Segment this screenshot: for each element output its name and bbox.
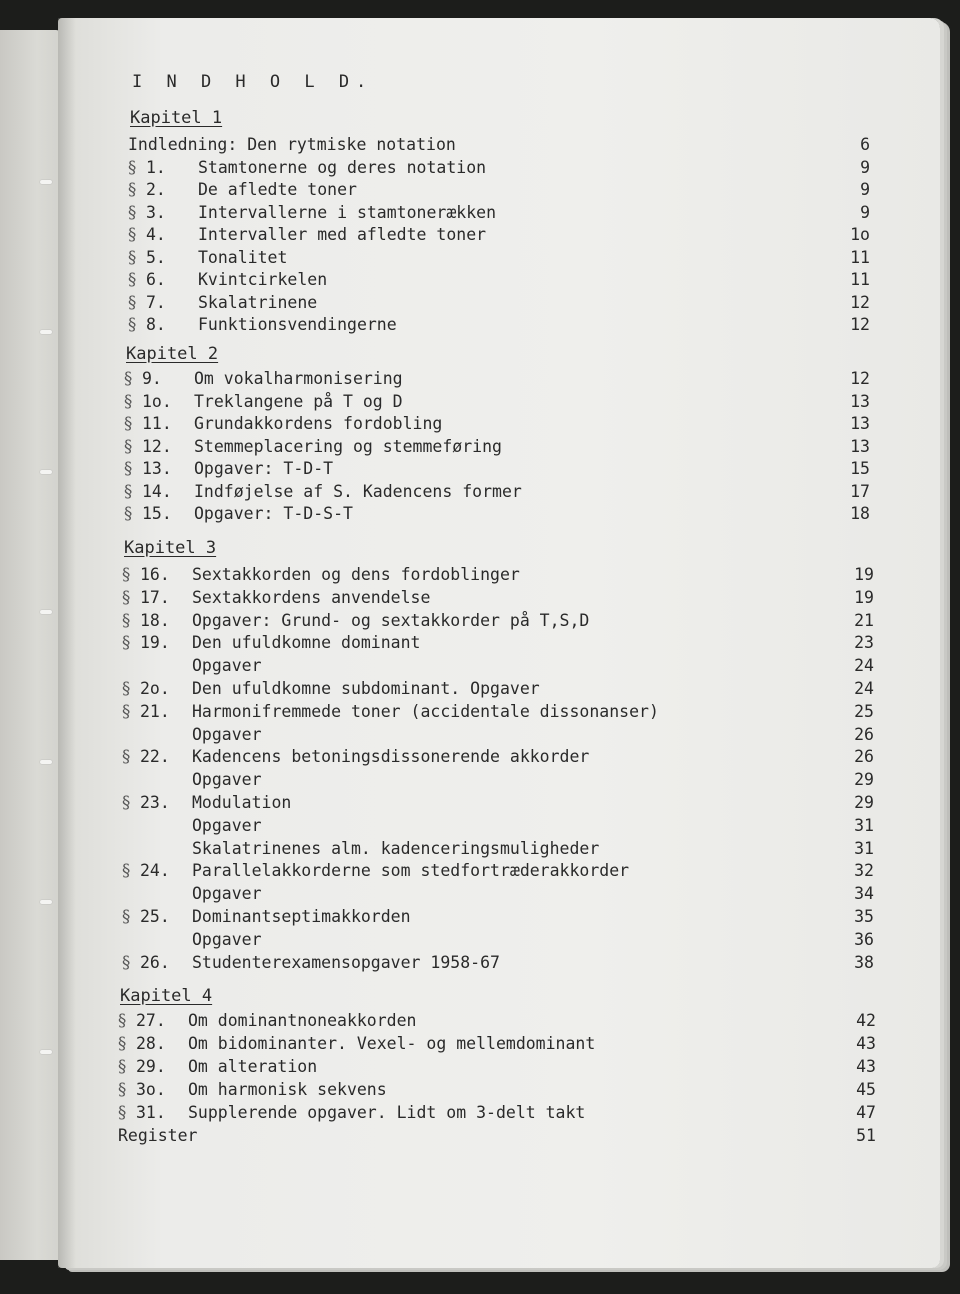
page-number: 24 [854, 679, 874, 698]
toc-entry [122, 883, 874, 905]
page-number: 32 [854, 861, 874, 881]
dot-leader [536, 292, 820, 314]
dot-leader [603, 746, 824, 768]
page-number: 51 [856, 1126, 876, 1145]
entry-title: Stemmeplacering og stemmeføring [194, 436, 502, 456]
entry-title: Studenterexamensopgaver 1958-67 [192, 952, 500, 972]
section-sign: § [118, 1011, 127, 1030]
entry-title: Dominantseptimakkorden [192, 907, 411, 926]
chapter-heading: Kapitel 1 [130, 108, 223, 128]
page-number: 36 [854, 929, 874, 949]
section-sign: § [128, 315, 137, 334]
toc-entry [122, 860, 874, 882]
entry-title: Om vokalharmonisering [194, 369, 403, 388]
section-number: 15. [142, 504, 172, 523]
entry-title: Opgaver: Grund- og sextakkorder på T,S,D [192, 610, 590, 630]
entry-title: Opgaver: T-D-T [194, 459, 334, 478]
dot-leader [536, 1079, 826, 1101]
dot-leader [554, 678, 824, 700]
entry-title: Register [118, 1126, 198, 1145]
page-number: 19 [854, 565, 874, 584]
dot-leader [536, 792, 824, 814]
chapter-heading: Kapitel 3 [124, 538, 217, 558]
dot-leader [536, 157, 830, 179]
entry-title: Om dominantnoneakkorden [188, 1011, 417, 1030]
toc-entry [124, 436, 870, 458]
toc-entry [122, 929, 874, 951]
toc-entry [124, 481, 870, 503]
entry-title: Intervaller med afledte toner [198, 225, 487, 244]
dot-leader [603, 610, 824, 632]
dot-leader [536, 1125, 826, 1147]
toc-entry [124, 503, 870, 525]
section-number: 28. [136, 1034, 166, 1053]
entry-title: Opgaver [192, 656, 262, 676]
dot-leader [536, 1010, 826, 1032]
entry-title: Opgaver [192, 929, 262, 949]
entry-title: Tonalitet [198, 247, 288, 267]
section-sign: § [124, 504, 133, 523]
entry-title: Om bidominanter. Vexel- og mellemdominant [188, 1034, 596, 1053]
section-sign: § [128, 157, 137, 177]
section-number: 3o. [136, 1080, 166, 1099]
toc-entry [122, 769, 874, 791]
toc-entry [124, 458, 870, 480]
section-sign: § [128, 202, 137, 222]
entry-title: Opgaver [192, 724, 262, 744]
toc-entry [122, 678, 874, 700]
section-number: 5. [146, 247, 166, 267]
entry-title: Skalatrinenes alm. kadenceringsmuligheder [192, 838, 600, 858]
section-sign: § [124, 481, 133, 501]
entry-title: Sextakkorden og dens fordoblinger [192, 565, 520, 584]
page-number: 17 [850, 481, 870, 501]
toc-entry [124, 413, 870, 435]
entry-title: Harmonifremmede toner (accidentale dissonanser) [192, 701, 659, 721]
page-number: 24 [854, 656, 874, 676]
dot-leader [613, 838, 824, 860]
section-number: 1o. [142, 391, 172, 411]
page-number: 43 [856, 1034, 876, 1053]
dot-leader [536, 1056, 826, 1078]
page-number: 11 [850, 247, 870, 267]
page-number: 35 [854, 907, 874, 926]
entry-title: Skalatrinene [198, 292, 318, 312]
entry-title: Opgaver [192, 770, 262, 790]
section-number: 18. [140, 610, 170, 630]
section-number: 16. [140, 565, 170, 584]
page-number: 23 [854, 633, 874, 653]
dot-leader [536, 769, 824, 791]
page-number: 31 [854, 838, 874, 858]
toc-entry [122, 587, 874, 609]
entry-title: Stamtonerne og deres notation [198, 157, 487, 177]
dot-leader [536, 883, 824, 905]
section-sign: § [128, 292, 137, 312]
dot-leader [536, 368, 820, 390]
section-number: 2o. [140, 679, 170, 698]
dot-leader [536, 413, 820, 435]
entry-title: Indledning: Den rytmiske notation [128, 135, 456, 154]
toc-entry [128, 224, 870, 246]
page-number: 42 [856, 1011, 876, 1030]
toc-entry [118, 1102, 876, 1124]
section-sign: § [122, 861, 131, 881]
entry-title: Opgaver: T-D-S-T [194, 504, 353, 523]
section-sign: § [122, 679, 131, 698]
section-sign: § [122, 952, 131, 972]
toc-entry [118, 1079, 876, 1101]
section-number: 31. [136, 1103, 166, 1122]
section-sign: § [122, 747, 131, 767]
section-sign: § [128, 180, 137, 199]
toc-entry [122, 952, 874, 974]
section-number: 24. [140, 861, 170, 881]
entry-title: Grundakkordens fordobling [194, 414, 443, 433]
section-sign: § [124, 436, 133, 456]
page-number: 25 [854, 701, 874, 721]
entry-title: De afledte toner [198, 180, 357, 199]
toc-entry [128, 157, 870, 179]
page-number: 1o [850, 225, 870, 244]
page-number: 9 [860, 180, 870, 199]
dot-leader [536, 269, 820, 291]
page-number: 6 [860, 135, 870, 154]
dot-leader [536, 587, 824, 609]
section-number: 19. [140, 633, 170, 653]
section-number: 27. [136, 1011, 166, 1030]
page-number: 13 [850, 391, 870, 411]
dot-leader [536, 952, 824, 974]
dot-leader [536, 564, 824, 586]
section-number: 1. [146, 157, 166, 177]
dot-leader [536, 632, 824, 654]
section-number: 26. [140, 952, 170, 972]
section-number: 3. [146, 202, 166, 222]
toc-entry [122, 610, 874, 632]
dot-leader [536, 724, 824, 746]
toc-entry [128, 269, 870, 291]
entry-title: Treklangene på T og D [194, 391, 403, 411]
dot-leader [536, 906, 824, 928]
section-sign: § [128, 247, 137, 267]
page-number: 45 [856, 1080, 876, 1099]
page-number: 26 [854, 747, 874, 767]
toc-entry [128, 247, 870, 269]
page-title: I N D H O L D. [132, 72, 374, 92]
section-sign: § [122, 587, 131, 607]
section-number: 22. [140, 747, 170, 767]
dot-leader [536, 314, 820, 336]
entry-title: Kadencens betoningsdissonerende akkorder [192, 747, 590, 767]
page-number: 12 [850, 369, 870, 388]
section-sign: § [122, 610, 131, 630]
dot-leader [536, 458, 820, 480]
entry-title: Supplerende opgaver. Lidt om 3-delt takt [188, 1103, 586, 1122]
toc-entry [122, 815, 874, 837]
entry-title: Kvintcirkelen [198, 270, 328, 289]
dot-leader [536, 481, 820, 503]
section-sign: § [124, 459, 133, 478]
entry-title: Opgaver [192, 884, 262, 904]
page-number: 18 [850, 504, 870, 523]
toc-entry [118, 1125, 876, 1147]
toc-entry [128, 179, 870, 201]
dot-leader [536, 436, 820, 458]
section-number: 8. [146, 315, 166, 334]
section-number: 14. [142, 481, 172, 501]
page-number: 47 [856, 1103, 876, 1122]
section-number: 23. [140, 793, 170, 812]
section-sign: § [122, 633, 131, 653]
entry-title: Parallelakkorderne som stedfortræderakkorder [192, 861, 630, 881]
dot-leader [599, 1102, 826, 1124]
page-number: 21 [854, 610, 874, 630]
toc-entry [118, 1010, 876, 1032]
entry-title: Den ufuldkomne dominant [192, 633, 421, 653]
entry-title: Opgaver [192, 815, 262, 835]
toc-entry [122, 655, 874, 677]
section-sign: § [118, 1034, 127, 1053]
section-number: 29. [136, 1057, 166, 1076]
section-number: 6. [146, 270, 166, 289]
page-number: 34 [854, 884, 874, 904]
dot-leader [643, 860, 824, 882]
entry-title: Sextakkordens anvendelse [192, 587, 431, 607]
page-number: 26 [854, 724, 874, 744]
section-sign: § [122, 565, 131, 584]
dot-leader [536, 391, 820, 413]
entry-title: Om harmonisk sekvens [188, 1080, 387, 1099]
section-number: 7. [146, 292, 166, 312]
dot-leader [536, 202, 830, 224]
toc-entry [128, 202, 870, 224]
section-sign: § [118, 1103, 127, 1122]
section-sign: § [122, 793, 131, 812]
section-sign: § [122, 907, 131, 926]
toc-entry [122, 792, 874, 814]
dot-leader [536, 134, 830, 156]
section-sign: § [118, 1057, 127, 1076]
page-number: 19 [854, 587, 874, 607]
section-number: 9. [142, 369, 162, 388]
section-sign: § [122, 701, 131, 721]
dot-leader [609, 1033, 826, 1055]
toc-entry [124, 391, 870, 413]
section-sign: § [124, 369, 133, 388]
page-number: 29 [854, 770, 874, 790]
dot-leader [536, 655, 824, 677]
page-number: 11 [850, 270, 870, 289]
toc-entry [122, 724, 874, 746]
page-number: 9 [860, 157, 870, 177]
dot-leader [536, 929, 824, 951]
page-number: 12 [850, 292, 870, 312]
dot-leader [536, 247, 820, 269]
entry-title: Den ufuldkomne subdominant. Opgaver [192, 679, 540, 698]
dot-leader [536, 179, 830, 201]
toc-entry [122, 906, 874, 928]
section-number: 4. [146, 225, 166, 244]
section-number: 12. [142, 436, 172, 456]
page-number: 13 [850, 414, 870, 433]
page-number: 12 [850, 315, 870, 334]
toc-entry [122, 701, 874, 723]
entry-title: Intervallerne i stamtonerækken [198, 202, 497, 222]
page-number: 43 [856, 1057, 876, 1076]
toc-entry [122, 564, 874, 586]
chapter-heading: Kapitel 4 [120, 986, 213, 1006]
entry-title: Funktionsvendingerne [198, 315, 397, 334]
section-sign: § [124, 414, 133, 433]
section-number: 21. [140, 701, 170, 721]
page-number: 15 [850, 459, 870, 478]
section-number: 11. [142, 414, 172, 433]
toc-entry [128, 292, 870, 314]
toc-entry [128, 314, 870, 336]
toc-entry [122, 746, 874, 768]
section-sign: § [118, 1080, 127, 1099]
section-sign: § [124, 391, 133, 411]
entry-title: Indføjelse af S. Kadencens former [194, 481, 522, 501]
toc-entry [122, 632, 874, 654]
section-number: 25. [140, 907, 170, 926]
page-number: 13 [850, 436, 870, 456]
section-sign: § [128, 225, 137, 244]
dot-leader [536, 224, 820, 246]
toc-entry [128, 134, 870, 156]
section-number: 2. [146, 180, 166, 199]
toc-entry [118, 1056, 876, 1078]
toc-entry [122, 838, 874, 860]
page-number: 29 [854, 793, 874, 812]
dot-leader [673, 701, 824, 723]
toc-entry [124, 368, 870, 390]
page-number: 38 [854, 952, 874, 972]
dot-leader [536, 503, 820, 525]
chapter-heading: Kapitel 2 [126, 344, 219, 364]
dot-leader [536, 815, 824, 837]
section-sign: § [128, 270, 137, 289]
page-number: 31 [854, 815, 874, 835]
section-number: 13. [142, 459, 172, 478]
page-number: 9 [860, 202, 870, 222]
entry-title: Modulation [192, 793, 292, 812]
entry-title: Om alteration [188, 1057, 318, 1076]
toc-entry [118, 1033, 876, 1055]
section-number: 17. [140, 587, 170, 607]
